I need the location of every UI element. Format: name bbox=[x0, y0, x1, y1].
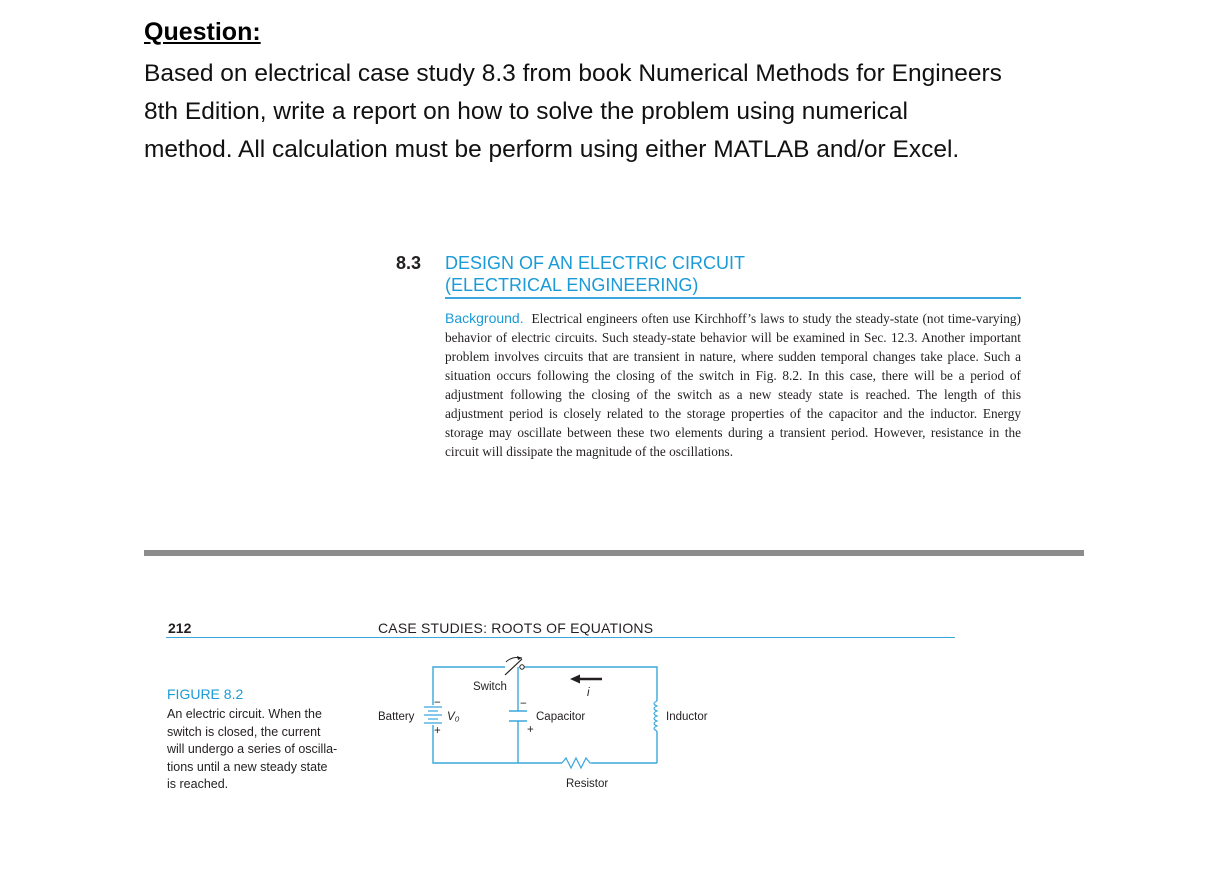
voltage-label: V₀ bbox=[447, 711, 460, 723]
running-head: CASE STUDIES: ROOTS OF EQUATIONS bbox=[378, 620, 654, 636]
running-head-rule bbox=[166, 637, 955, 638]
caption-line: An electric circuit. When the bbox=[167, 707, 322, 721]
page-number: 212 bbox=[168, 620, 192, 636]
section-title-rule bbox=[445, 297, 1021, 299]
section-number: 8.3 bbox=[396, 253, 422, 273]
caption-line: is reached. bbox=[167, 777, 229, 791]
battery-plus-label: + bbox=[434, 725, 441, 737]
battery-minus-label: − bbox=[434, 697, 441, 709]
current-label: i bbox=[587, 687, 590, 699]
circuit-diagram bbox=[370, 655, 730, 805]
resistor-symbol bbox=[562, 758, 592, 768]
question-line: method. All calculation must be perform using either MATLAB and/or Excel. bbox=[144, 136, 960, 163]
current-arrow-icon bbox=[570, 675, 602, 684]
figure-label: FIGURE 8.2 bbox=[167, 686, 244, 702]
switch-symbol bbox=[505, 656, 524, 675]
capacitor-minus-label: − bbox=[520, 698, 527, 710]
capacitor-symbol bbox=[509, 711, 527, 721]
caption-line: will undergo a series of oscilla- bbox=[167, 742, 338, 756]
section-title bbox=[445, 252, 1025, 296]
section-title-line: DESIGN OF AN ELECTRIC CIRCUIT bbox=[445, 253, 746, 273]
question-body bbox=[144, 55, 1104, 169]
inductor-symbol bbox=[654, 701, 657, 731]
inductor-label: Inductor bbox=[666, 711, 708, 723]
question-heading: Question: bbox=[144, 18, 261, 46]
question-line: Based on electrical case study 8.3 from book Numerical Methods for Engineers bbox=[144, 60, 1002, 87]
battery-symbol bbox=[424, 707, 442, 723]
capacitor-plus-label: + bbox=[527, 724, 534, 736]
battery-label: Battery bbox=[378, 711, 415, 723]
switch-label: Switch bbox=[473, 681, 507, 693]
resistor-label: Resistor bbox=[566, 778, 609, 790]
caption-line: switch is closed, the current bbox=[167, 724, 321, 739]
figure-caption bbox=[167, 706, 359, 794]
background-text: Electrical engineers often use Kirchhoff’s laws to study the steady-state (not time-varying) behavior of electric circuits. Such steady-state behavior will be examined in Sec. 12.3. Another important problem involves circuits that are transient in nature, where sudden temporal changes take place. Such a situation occurs following the closing of the switch in Fig. 8.2. In this case, there will be a period of adjustment following the closing of the switch as a new steady state is reached. The length of this adjustment period is closely related to the storage properties of the capacitor and the inductor. Energy storage may oscillate between these two elements during a transient period. However, resistance in the circuit will dissipate the magnitude of the oscillations. bbox=[445, 311, 1021, 459]
caption-line: tions until a new steady state bbox=[167, 759, 328, 774]
background-label: Background. bbox=[445, 310, 524, 326]
section-title-line: (ELECTRICAL ENGINEERING) bbox=[445, 275, 699, 295]
capacitor-label: Capacitor bbox=[536, 711, 586, 723]
background-paragraph bbox=[445, 309, 1021, 461]
page-divider-bar bbox=[144, 550, 1084, 556]
question-line: 8th Edition, write a report on how to solve the problem using numerical bbox=[144, 98, 908, 125]
